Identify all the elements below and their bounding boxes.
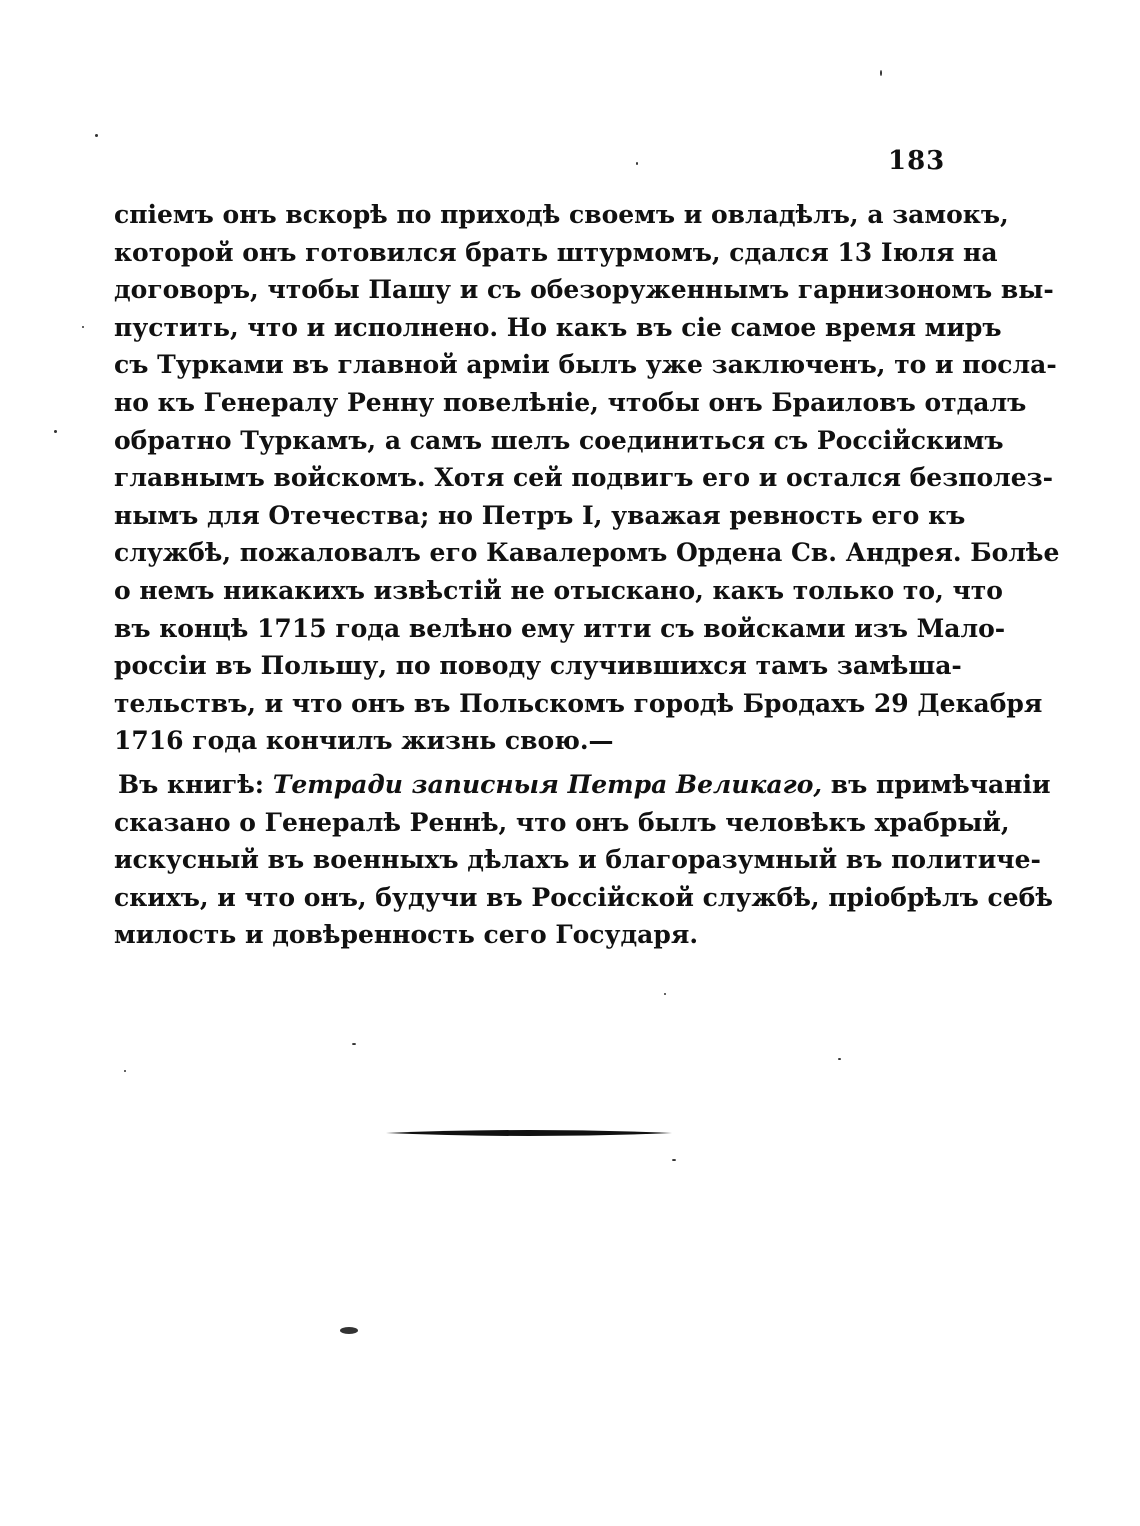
- print-speck: [54, 430, 57, 433]
- body-text: [114, 196, 1060, 954]
- paragraph-2: [114, 766, 1053, 954]
- text-line: которой онъ готовился брать штурмомъ, сдался 13 Іюля на: [114, 237, 998, 267]
- print-speck: [838, 1058, 841, 1060]
- text-line: скихъ, и что онъ, будучи въ Россійской службѣ, пріобрѣлъ себѣ: [114, 882, 1053, 912]
- print-speck: [880, 70, 882, 76]
- text-line: договоръ, чтобы Пашу и съ обезоруженнымъ гарнизономъ вы-: [114, 275, 1054, 305]
- book-title: Тетради записныя Петра Великаго,: [272, 769, 823, 799]
- text-line: главнымъ войскомъ. Хотя сей подвигъ его и остался безполез-: [114, 463, 1054, 493]
- text-line: спіемъ онъ вскорѣ по приходѣ своемъ и овладѣлъ, а замокъ,: [114, 200, 1009, 229]
- text-line: но къ Генералу Ренну повелѣніе, чтобы онъ Браиловъ отдалъ: [114, 387, 1027, 417]
- page-number: 183: [888, 146, 946, 176]
- print-speck: [664, 993, 666, 995]
- paragraph-1: [114, 196, 1060, 760]
- print-speck: [672, 1159, 676, 1161]
- book-reference-prefix: Въ книгѣ:: [118, 769, 273, 799]
- print-speck: [636, 162, 638, 165]
- text-line: пустить, что и исполнено. Но какъ въ сіе самое время миръ: [114, 312, 1002, 342]
- text-line: милость и довѣренность сего Государя.: [114, 920, 699, 950]
- text-line: сказано о Генералѣ Реннѣ, что онъ былъ человѣкъ храбрый,: [114, 807, 1010, 837]
- section-end-rule: [386, 1127, 672, 1139]
- text-line: нымъ для Отечества; но Петръ I, уважая ревность его къ: [114, 500, 966, 530]
- text-line: о немъ никакихъ извѣстій не отыскано, какъ только то, что: [114, 575, 1003, 605]
- text-line: 1716 года кончилъ жизнь свою.—: [114, 726, 614, 756]
- text-line: обратно Туркамъ, а самъ шелъ соединиться съ Россійскимъ: [114, 425, 1004, 455]
- print-speck: [340, 1327, 358, 1334]
- print-speck: [352, 1043, 356, 1045]
- text-line: [114, 766, 1051, 804]
- book-reference-suffix: въ примѣчаніи: [822, 769, 1051, 799]
- text-line: тельствъ, и что онъ въ Польскомъ городѣ Бродахъ 29 Декабря: [114, 688, 1043, 718]
- text-line: искусный въ военныхъ дѣлахъ и благоразумный въ политиче-: [114, 845, 1041, 875]
- text-line: съ Турками въ главной арміи былъ уже заключенъ, то и посла-: [114, 350, 1057, 380]
- text-line: россіи въ Польшу, по поводу случившихся тамъ замѣша-: [114, 651, 962, 681]
- print-speck: [95, 134, 98, 137]
- text-line: службѣ, пожаловалъ его Кавалеромъ Ордена Св. Андрея. Болѣе: [114, 538, 1060, 568]
- print-speck: [82, 326, 84, 328]
- print-speck: [124, 1070, 126, 1072]
- text-line: въ концѣ 1715 года велѣно ему итти съ войсками изъ Мало-: [114, 613, 1006, 643]
